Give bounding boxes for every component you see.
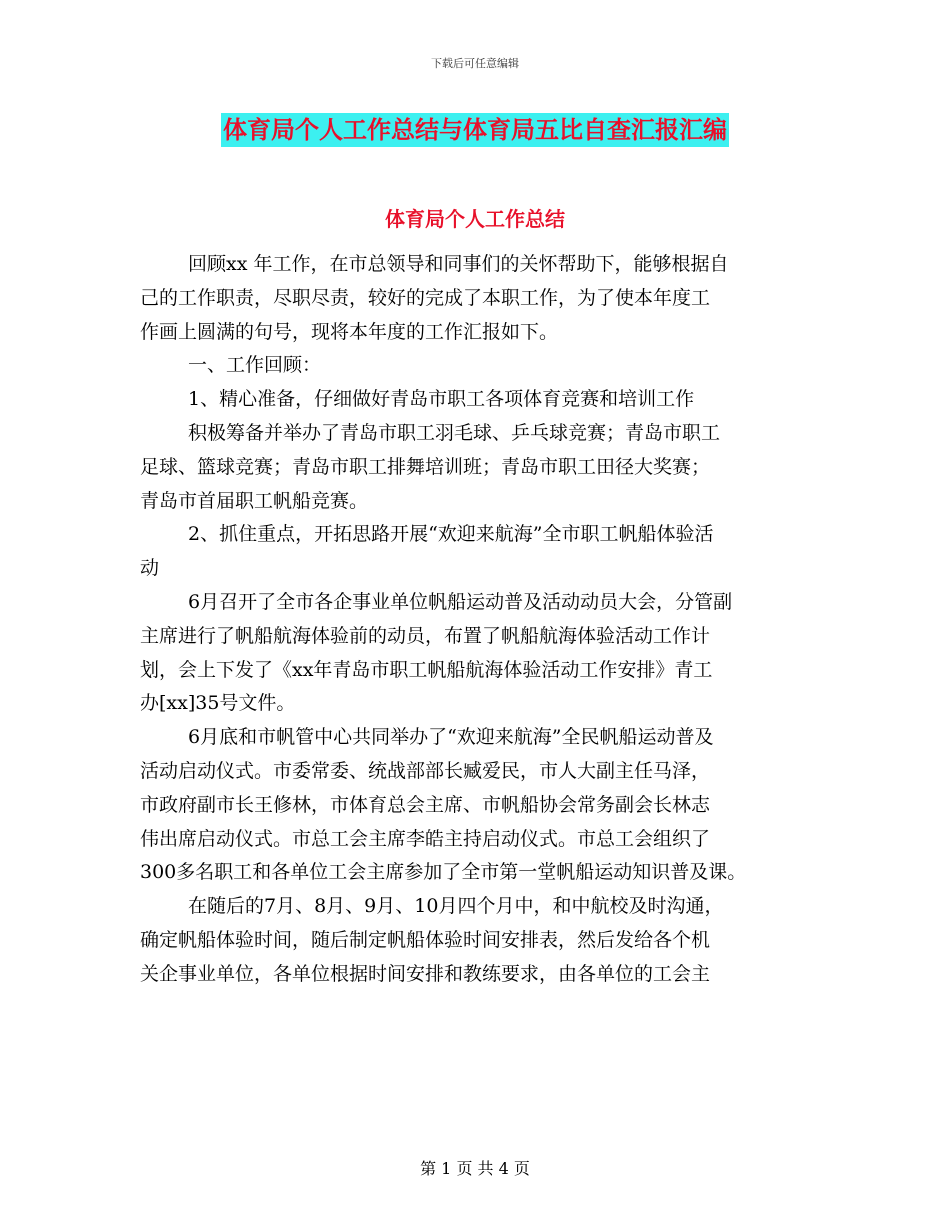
- body-line: 2、抓住重点，开拓思路开展“欢迎来航海”全市职工帆船体验活: [188, 523, 714, 546]
- body-line: 6月召开了全市各企事业单位帆船运动普及活动动员大会，分管副: [188, 590, 733, 613]
- body-line: 回顾xx 年工作，在市总领导和同事们的关怀帮助下，能够根据自: [188, 253, 729, 275]
- body-line: 1、精心准备，仔细做好青岛市职工各项体育竞赛和培训工作: [188, 388, 695, 411]
- body-line: 在随后的7月、8月、9月、10月四个月中，和中航校及时沟通，: [188, 895, 724, 918]
- body-line: 划，会上下发了《xx年青岛市职工帆船航海体验活动工作安排》青工: [140, 658, 713, 681]
- body-line: 青岛市首届职工帆船竞赛。: [140, 489, 369, 512]
- body-line: 伟出席启动仪式。市总工会主席李皓主持启动仪式。市总工会组织了: [140, 827, 711, 850]
- body-line: 积极筹备并举办了青岛市职工羽毛球、乒乓球竞赛；青岛市职工: [188, 421, 721, 444]
- body-line: 活动启动仪式。市委常委、统战部部长臧爱民，市人大副主任马泽，: [140, 759, 711, 782]
- body-line: 市政府副市长王修林，市体育总会主席、市帆船协会常务副会长林志: [140, 793, 711, 816]
- body-line: 己的工作职责，尽职尽责，较好的完成了本职工作，为了使本年度工: [140, 286, 711, 309]
- body-line: 作画上圆满的句号，现将本年度的工作汇报如下。: [140, 320, 559, 343]
- document-body: [140, 248, 830, 992]
- body-line: 动: [140, 557, 160, 580]
- body-line: 确定帆船体验时间，随后制定帆船体验时间安排表，然后发给各个机: [140, 928, 711, 951]
- document-main-title: 体育局个人工作总结与体育局五比自查汇报汇编: [221, 113, 729, 147]
- section-title: 体育局个人工作总结: [385, 207, 565, 231]
- page-footer: 第 1 页 共 4 页: [420, 1159, 530, 1178]
- page-header-note: 下载后可任意编辑: [431, 57, 519, 70]
- body-line: 6月底和市帆管中心共同举办了“欢迎来航海”全民帆船运动普及: [188, 726, 714, 749]
- body-line: 300多名职工和各单位工会主席参加了全市第一堂帆船运动知识普及课。: [140, 861, 747, 884]
- body-line: 关企事业单位，各单位根据时间安排和教练要求，由各单位的工会主: [140, 962, 711, 985]
- body-line: 足球、篮球竞赛；青岛市职工排舞培训班；青岛市职工田径大奖赛；: [140, 455, 711, 478]
- body-line: 办[xx]35号文件。: [140, 692, 296, 715]
- body-line: 一、工作回顾：: [188, 354, 322, 377]
- body-line: 主席进行了帆船航海体验前的动员，布置了帆船航海体验活动工作计: [140, 624, 711, 647]
